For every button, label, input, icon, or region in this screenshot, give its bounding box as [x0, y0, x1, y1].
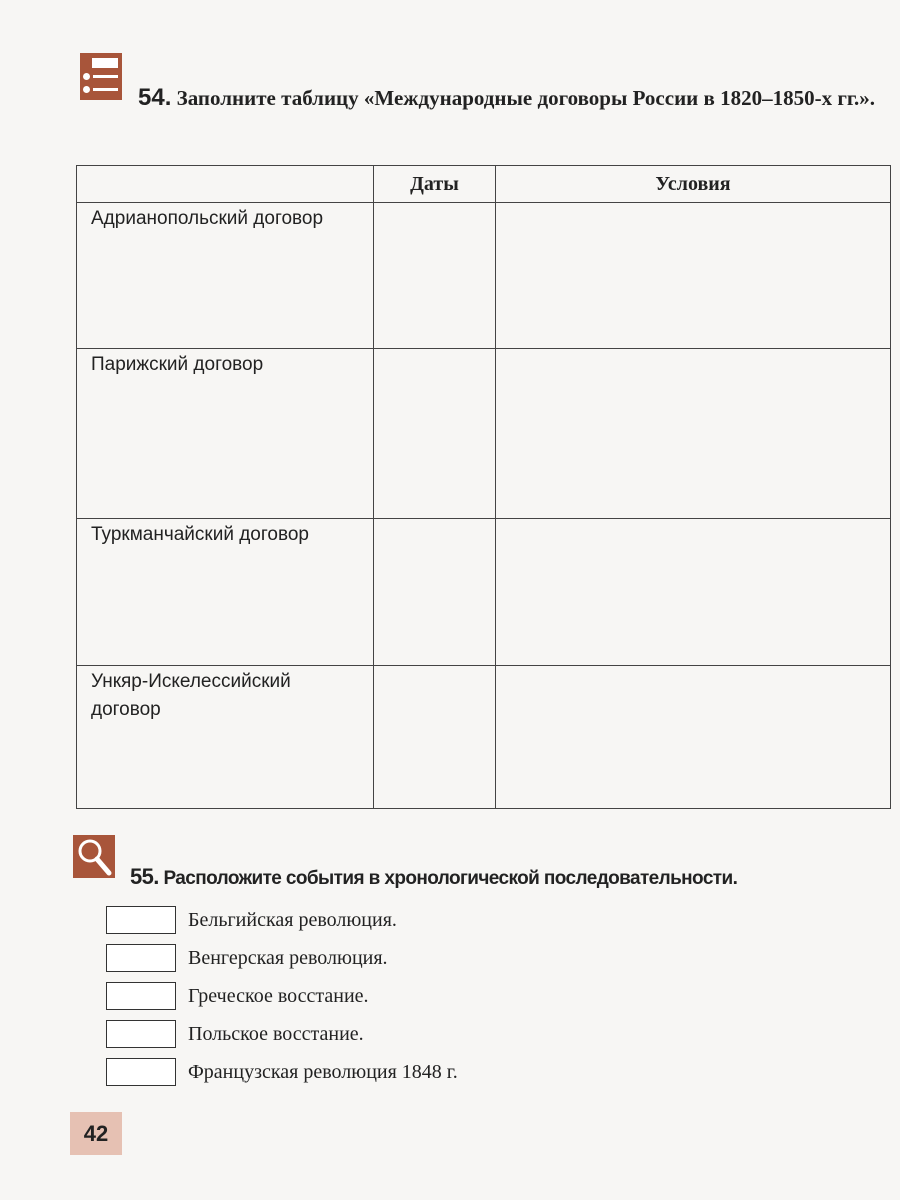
- event-label: Бельгийская революция.: [188, 908, 397, 931]
- answer-box[interactable]: [106, 1058, 176, 1086]
- answer-box[interactable]: [106, 944, 176, 972]
- table-row: [77, 666, 891, 809]
- conditions-cell[interactable]: [496, 349, 891, 519]
- task-55-text: Расположите события в хронологической последовательности.: [163, 868, 738, 889]
- task-55-number: 55.: [130, 864, 159, 889]
- treaty-name: Парижский договор: [77, 349, 374, 519]
- table-header-row: [77, 166, 891, 203]
- table-row: [77, 349, 891, 519]
- event-label: Французская революция 1848 г.: [188, 1060, 458, 1083]
- sequence-item: [106, 1058, 458, 1086]
- page-number: 42: [70, 1112, 122, 1155]
- task-54-text: Заполните таблицу «Международные договоры России в 1820–1850-х гг.».: [176, 86, 876, 110]
- magnifier-icon: [73, 835, 115, 878]
- event-label: Польское восстание.: [188, 1022, 364, 1045]
- conditions-cell[interactable]: [496, 203, 891, 349]
- answer-box[interactable]: [106, 1020, 176, 1048]
- date-cell[interactable]: [374, 349, 496, 519]
- sequence-item: [106, 1020, 364, 1048]
- sequence-item: [106, 906, 397, 934]
- header-dates: Даты: [374, 166, 496, 203]
- date-cell[interactable]: [374, 519, 496, 666]
- task-55-title: [130, 864, 737, 890]
- conditions-cell[interactable]: [496, 519, 891, 666]
- date-cell[interactable]: [374, 203, 496, 349]
- event-label: Греческое восстание.: [188, 984, 369, 1007]
- task-54-title: [138, 82, 890, 114]
- date-cell[interactable]: [374, 666, 496, 809]
- table-row: [77, 203, 891, 349]
- treaties-table: [76, 165, 891, 809]
- treaty-name: Ункяр-Искелессийский договор: [77, 666, 374, 809]
- task-54-number: 54.: [138, 84, 172, 111]
- table-task-icon: [80, 53, 122, 100]
- header-conditions: Условия: [496, 166, 891, 203]
- answer-box[interactable]: [106, 906, 176, 934]
- conditions-cell[interactable]: [496, 666, 891, 809]
- treaty-name: Адрианопольский договор: [77, 203, 374, 349]
- answer-box[interactable]: [106, 982, 176, 1010]
- sequence-item: [106, 982, 369, 1010]
- table-row: [77, 519, 891, 666]
- treaty-name: Туркманчайский договор: [77, 519, 374, 666]
- header-name: [77, 166, 374, 203]
- sequence-item: [106, 944, 388, 972]
- event-label: Венгерская революция.: [188, 946, 388, 969]
